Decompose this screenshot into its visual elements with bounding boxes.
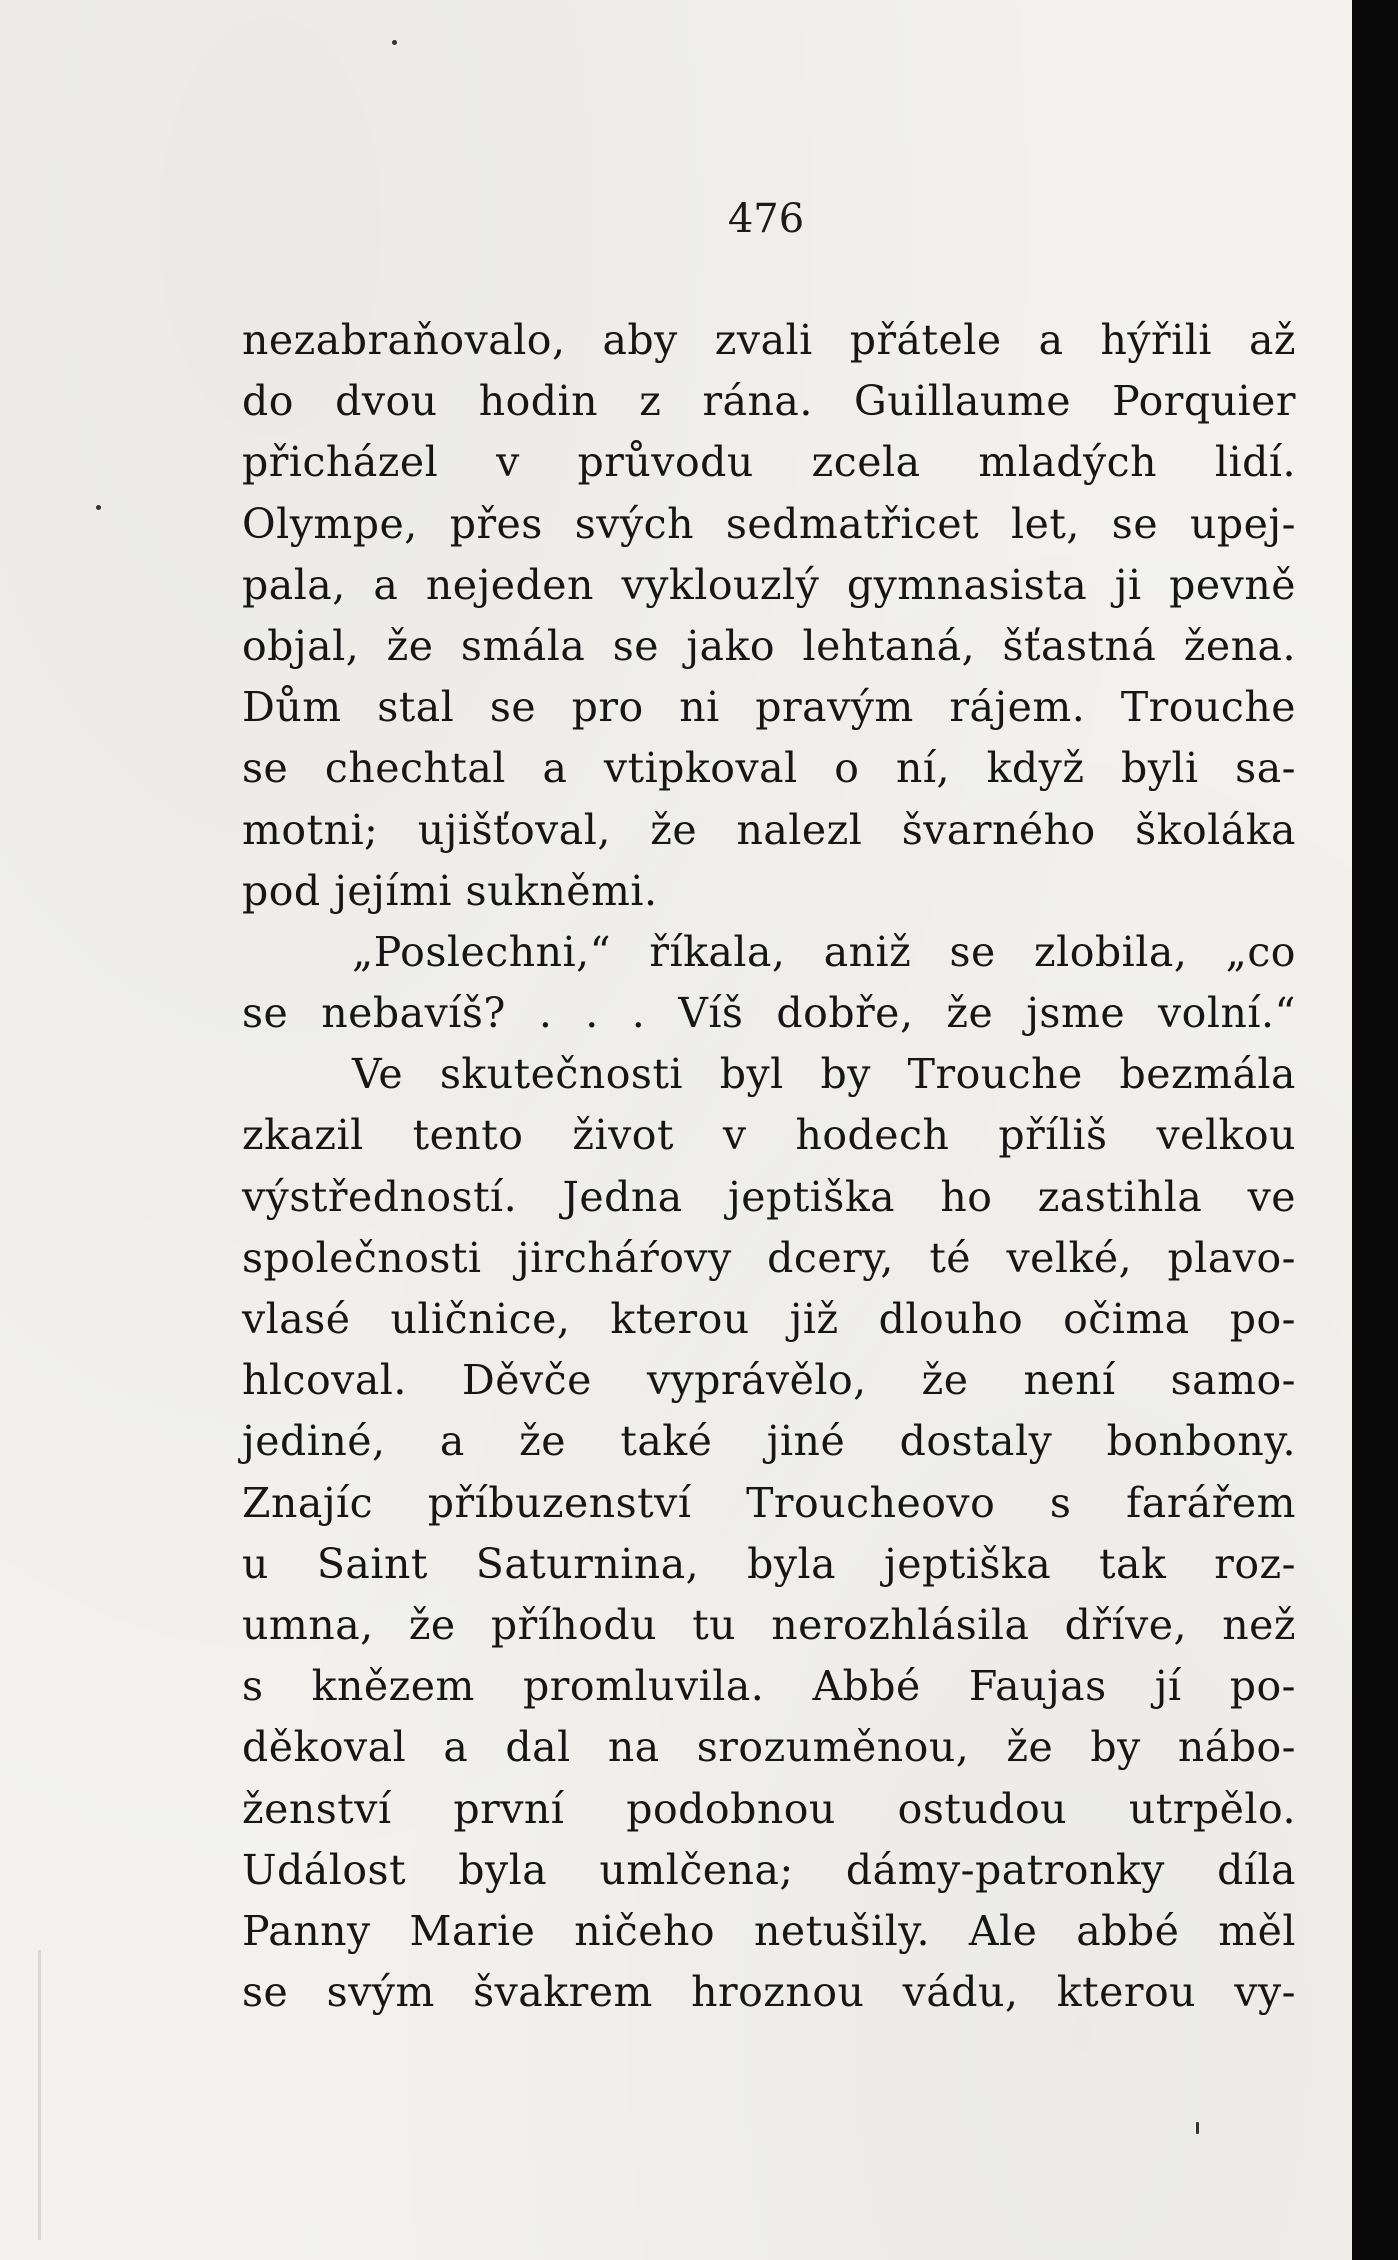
text-line: se svým švakrem hroznou vádu, kterou vy-	[242, 1968, 1296, 2017]
text-line: u Saint Saturnina, byla jeptiška tak roz-	[242, 1539, 1296, 1588]
text-line: umna, že příhodu tu nerozhlásila dříve, než	[242, 1600, 1296, 1649]
text-line: přicházel v průvodu zcela mladých lidí.	[242, 438, 1296, 487]
body-text	[242, 310, 1296, 2023]
text-line: se chechtal a vtipkoval o ní, když byli sa-	[242, 744, 1296, 793]
text-line: vlasé uličnice, kterou již dlouho očima po-	[242, 1295, 1296, 1343]
text-line: Panny Marie ničeho netušily. Ale abbé měl	[242, 1906, 1296, 1955]
text-line: pod jejími sukněmi.	[242, 866, 658, 915]
print-speck	[96, 505, 101, 510]
text-line: Olympe, přes svých sedmatřicet let, se upej-	[242, 499, 1296, 548]
page-number: 476	[727, 196, 805, 242]
text-line: výstředností. Jedna jeptiška ho zastihla ve	[242, 1172, 1296, 1221]
page-edge-mark	[38, 1950, 41, 2240]
text-line: nezabraňovalo, aby zvali přátele a hýřili až	[242, 316, 1296, 364]
text-line: ženství první podobnou ostudou utrpělo.	[242, 1784, 1296, 1833]
print-speck	[392, 40, 397, 45]
text-line: společnosti jircháŕovy dcery, té velké, plavo-	[242, 1233, 1296, 1282]
text-line: do dvou hodin z rána. Guillaume Porquier	[242, 377, 1296, 426]
text-line: Událost byla umlčena; dámy-patronky díla	[242, 1845, 1296, 1894]
text-line: zkazil tento život v hodech příliš velkou	[242, 1111, 1296, 1160]
text-line: hlcoval. Děvče vyprávělo, že není samo-	[242, 1356, 1296, 1405]
text-line: „Poslechni,“ říkala, aniž se zlobila, „co	[352, 927, 1296, 976]
text-line: Ve skutečnosti byl by Trouche bezmála	[352, 1050, 1296, 1099]
text-line: děkoval a dal na srozuměnou, že by nábo-	[242, 1723, 1296, 1772]
text-line: motni; ujišťoval, že nalezl švarného školáka	[242, 805, 1296, 854]
text-line: objal, že smála se jako lehtaná, šťastná žena.	[242, 621, 1296, 670]
text-line: Znajíc příbuzenství Troucheovo s farářem	[242, 1478, 1296, 1527]
text-line: se nebavíš? . . . Víš dobře, že jsme volní.“	[242, 989, 1296, 1038]
text-line: pala, a nejeden vyklouzlý gymnasista ji pevně	[242, 560, 1296, 609]
text-line: s knězem promluvila. Abbé Faujas jí po-	[242, 1662, 1296, 1711]
print-speck	[1196, 2122, 1199, 2134]
text-line: jediné, a že také jiné dostaly bonbony.	[242, 1417, 1296, 1466]
text-line: Dům stal se pro ni pravým rájem. Trouche	[242, 683, 1296, 732]
scan-border	[1352, 0, 1398, 2260]
